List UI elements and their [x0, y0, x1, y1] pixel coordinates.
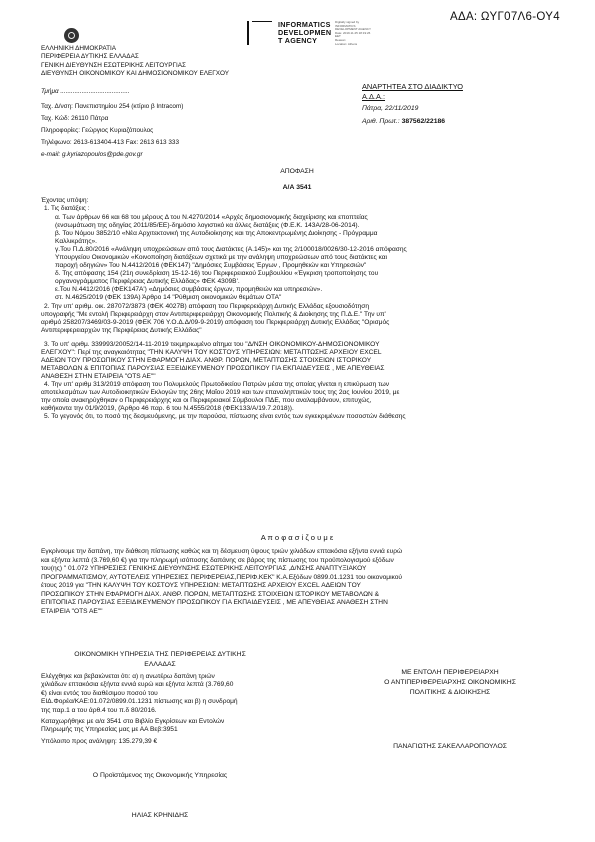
body-line: ΑΔΕΙΩΝ ΤΟΥ ΠΡΟΣΩΠΙΚΟΥ ΣΤΗΝ ΕΦΑΡΜΟΓΗ ΔΙΑΧ. ΑΝΘΡ. ΠΟΡΩΝ, ΜΕΤΑΠΤΩΣΗΣ ΣΤΟΙΧΕΙΩΝ ΙΣΤΟΡΙΚΟΥ — [41, 356, 372, 364]
body-line: την οποία ανακηρύχθηκαν ο Περιφερειάρχης και οι Περιφερειακοί Σύμβουλοι ΠΔΕ, που αναλαμβάνουν, επιτυχώς, — [41, 397, 372, 405]
agency-name-line: T AGENCY — [278, 36, 318, 46]
body-line: Καλλικράτης». — [55, 238, 97, 246]
body-line: γ.Του Π.Δ.80/2016 «Ανάληψη υποχρεώσεων από τους Διατάκτες (Α.145)» και της 2/100018/0026/30-12-2016 απόφασης — [55, 246, 407, 254]
body-line: αριθμό 258207/3469/03-9-2019 (ΦΕΚ 706 Υ.Ο.Δ.Δ/09-9-2019) απόφαση του Περιφερειάρχη Δυτικής Ελλάδας "Ορισμός — [41, 318, 390, 326]
contact-line: Ταχ. Δ/νση: Πανεπιστημίου 254 (κτίριο β Intracom) — [41, 103, 184, 110]
signature-line: Digitally signed by — [335, 20, 360, 24]
body-line: 3. Το υπ' αριθμ. 339993/20052/14-11-2019 τεκμηριωμένο αίτημα του "Δ/ΝΣΗ ΟΙΚΟΝΟΜΙΚΟΥ-ΔΗΜΟΣΙΟΝΟΜΙΚΟΥ — [44, 340, 380, 348]
greek-emblem-icon — [64, 28, 79, 43]
contact-line ital: e-mail: g.kyriazopoulos@pde.gov.gr — [41, 151, 143, 158]
body-line: 2. Την υπ' αριθμ. οικ. 287072/3873 (ΦΕΚ 4027Β) απόφαση του Περιφερειάρχη Δυτικής Ελλάδας εξουσιοδότηση — [44, 302, 370, 310]
certification-line: Καταχωρήθηκε με α/α 3541 στο Βιβλίο Εγκρίσεων και Εντολών — [41, 718, 225, 726]
decision-line: έτους 2019 για "ΤΗΝ ΚΑΛΥΨΗ ΤΟΥ ΚΟΣΤΟΥΣ ΥΠΗΡΕΣΙΩΝ: ΜΕΤΑΠΤΩΣΗΣ ΑΡΧΕΙΟΥ EXCEL ΑΔΕΙΩΝ ΤΟΥ — [41, 582, 361, 589]
contact-line: Τηλέφωνο: 2613-613404-413 Fax: 2613 613 333 — [41, 139, 180, 146]
certification-line: Ελέγχθηκε και βεβαιώνεται ότι: α) η ανωτέρω δαπάνη τριών — [41, 673, 215, 680]
item-1-heading: 1. Τις διατάξεις : — [44, 205, 90, 212]
financial-service-title — [50, 650, 270, 670]
body-line: 5. Το γεγονός ότι, το ποσό της δεσμευόμενης, με την παρούσα, πίστωσης είναι εντός των εγκεκριμένων ποσοστών διάθεσης — [44, 413, 406, 421]
body-line: (ενσωμάτωση της οδηγίας 2011/85/ΕΕ)-δημόσιο λογιστικό κα άλλες διατάξεις (Φ.Ε.Κ. 143Α/28-06-2014). — [55, 222, 360, 230]
signature-line: Location: Athens — [335, 41, 358, 46]
certification-line: της παρ.1 α του άρθ.4 του π.δ 80/2016. — [41, 706, 157, 714]
signatory-role-line: ΜΕ ΕΝΤΟΛΗ ΠΕΡΙΦΕΡΕΙΑΡΧΗ — [401, 669, 499, 676]
decision-number: Α/Α 3541 — [282, 184, 312, 191]
contact-line: Ταχ. Κώδ: 26110 Πάτρα — [41, 115, 109, 122]
decision-line: ΠΡΟΓΡΑΜΜΑΤΙΣΜΟΥ, ΑΥΤΟΤΕΛΕΙΣ ΥΠΗΡΕΣΙΕΣ ΠΕΡΙΦΕΡΕΙΑΣ,ΠΕΡΙΦ.ΚΕΚ" Κ.Α.Εξόδων 0899.01.1231 του οικονομικού — [41, 573, 403, 581]
decision-line: ΕΠΙΤΟΠΙΑΣ ΠΑΡΟΥΣΙΑΣ ΕΞΕΙΔΙΚΕΥΜΕΝΟΥ ΠΡΟΣΩΠΙΚΟΥ ΓΙΑ ΕΚΠΑΙΔΕΥΣΕΙΣ , ΜΕ ΑΠΕΥΘΕΙΑΣ ΑΝΑΘΕΣΗ ΣΤΗΝ — [41, 599, 388, 606]
contact-line: Πληροφορίες: Γεώργιος Κυριαζόπουλος — [41, 127, 154, 134]
body-line: στ. Ν.4625/2019 (ΦΕΚ 139Α) Άρθρο 14 "Ρύθμιση οικονομικών θεμάτων ΟΤΑ" — [55, 294, 282, 302]
agency-logo-frame — [252, 21, 272, 45]
decision-line: του(ης) " 01.072 ΥΠΗΡΕΣΙΕΣ ΓΕΝΙΚΗΣ ΔΙΕΥΘΥΝΣΗΣ ΕΣΩΤΕΡΙΚΗΣ ΛΕΙΤΟΥΡΓΙΑΣ ,Δ/ΝΣΗΣ ΑΝΑΠΤΥΞΙΑΚΟΥ — [41, 565, 367, 572]
body-line: δ. Της απόφασης 154 (21η συνεδρίαση 15-12-16) του Περιφερειακού Συμβουλίου «Έγκριση τροποποίησης του — [55, 270, 379, 278]
decision-line: ΠΡΟΣΩΠΙΚΟΥ ΣΤΗΝ ΕΦΑΡΜΟΓΗ ΔΙΑΧ. ΑΝΘΡ. ΠΟΡΩΝ, ΜΕΤΑΠΤΩΣΗΣ ΣΤΟΙΧΕΙΩΝ ΙΣΤΟΡΙΚΟΥ ΜΕΤΑΒΟΛΩΝ & — [41, 590, 380, 598]
header-line: ΠΕΡΙΦΕΡΕΙΑ ΔΥΤΙΚΗΣ ΕΛΛΑΔΑΣ — [41, 53, 139, 61]
certification-line: Πληρωμής της Υπηρεσίας μας με ΑΑ Βεβ:3951 — [41, 726, 178, 734]
body-line: β. Του Νόμου 3852/10 «Νέα Αρχιτεκτονική της Αυτοδιοίκησης και της Αποκεντρωμένης Διοίκησης - Πρόγραμμα — [55, 230, 378, 238]
signature-line: INFORMATICS — [335, 23, 356, 28]
body-line: παροχή οδηγιών» Του Ν.4412/2016 (ΦΕΚ147) "Δημόσιες Συμβάσεις Έργων , Προμηθειών και Υπηρεσιών" — [55, 262, 367, 270]
body-line: 4. Την υπ' αριθμ 313/2019 απόφαση του Πολυμελούς Πρωτοδικείου Πατρών μέσα της οποίας γίνεται η επικύρωση των — [44, 380, 390, 388]
header-line: ΕΛΛΗΝΙΚΗ ΔΗΜΟΚΡΑΤΙΑ — [41, 45, 117, 52]
ada-label: Α.Δ.Α.: — [362, 92, 386, 101]
body-line: Υπουργείου Οικονομικών «Κοινοποίηση διατάξεων σχετικά με την ανάληψη υποχρεώσεων από τους διατάκτες και — [55, 254, 387, 262]
protocol-label: Αριθ. Πρωτ.: — [362, 118, 402, 125]
contact-info — [41, 101, 183, 161]
financial-head-role: Ο Προϊστάμενος της Οικονομικής Υπηρεσίας — [92, 772, 228, 779]
body-line: ΑΝΑΘΕΣΗ ΣΤΗΝ ΕΤΑΙΡΕΙΑ "OTS AE"" — [41, 372, 156, 380]
issuer-header — [41, 45, 229, 79]
signature-line: DEVELOPMENT AGENCY — [335, 27, 371, 32]
ada-code: ΑΔΑ: ΩΥΓ07Λ6-ΟΥ4 — [450, 11, 560, 23]
decision-text — [41, 548, 555, 616]
document-date: Πάτρα, 22/11/2019 — [362, 105, 419, 112]
signatory-role-line: Ο ΑΝΤΙΠΕΡΙΦΕΡΕΙΑΡΧΗΣ ΟΙΚΟΝΟΜΙΚΗΣ — [384, 679, 516, 687]
body-line: καθήκοντα την 01/9/2019, (Άρθρο 46 παρ. 6 του Ν.4555/2018 (ΦΕΚ133/Α/19.7.2018)). — [41, 405, 294, 413]
agency-name — [278, 21, 331, 46]
body-line: υπογραφής "Με εντολή Περιφερειάρχη στον Αντιπεριφερειάρχη Οικονομικής Πολιτικής & Διοίκησης της Π.Δ.Ε." Την υπ' — [41, 310, 386, 318]
posting-notice: ΑΝΑΡΤΗΤΕΑ ΣΤΟ ΔΙΑΔΙΚΤΥΟ — [362, 82, 463, 91]
decision-heading: Α π ο φ α σ ί ζ ο υ μ ε — [260, 533, 334, 542]
document-title: ΑΠΟΦΑΣΗ — [280, 168, 314, 175]
decision-line: Εγκρίνουμε την δαπάνη, την διάθεση πίστωσης καθώς και τη δέσμευση ύψους τριών χιλιάδων επτακόσια εξήντα εννιά ευρώ — [41, 548, 403, 555]
signature-line: EET — [335, 34, 341, 39]
signatory-role-line: ΠΟΛΙΤΙΚΗΣ & ΔΙΟΙΚΗΣΗΣ — [409, 689, 491, 697]
header-line: ΔΙΕΥΘΥΝΣΗ ΟΙΚΟΝΟΜΙΚΟΥ ΚΑΙ ΔΗΜΟΣΙΟΝΟΜΙΚΟΥ ΕΛΕΓΧΟΥ — [41, 70, 230, 78]
intro-text: Έχοντας υπόψη: — [41, 197, 89, 204]
body-line: ε.Του Ν.4412/2016 (ΦΕΚ147Α') «Δημόσιες συμβάσεις έργων, προμηθειών και υπηρεσιών». — [55, 286, 323, 294]
financial-service-line: ΕΛΛΑΔΑΣ — [144, 661, 176, 668]
body-line: αποτελεσμάτων των Αυτοδιοικητικών Εκλογών της 26ης Μαΐου 2019 και των επαναληπτικών τους της 2ας Ιουνίου 2019, με — [41, 388, 400, 396]
body-line: ΜΕΤΑΒΟΛΩΝ & ΕΠΙΤΟΠΙΑΣ ΠΑΡΟΥΣΙΑΣ ΕΞΕΙΔΙΚΕΥΜΕΝΟΥ ΠΡΟΣΩΠΙΚΟΥ ΓΙΑ ΕΚΠΑΙΔΕΥΣΕΙΣ , ΜΕ ΑΠΕΥΘΕΙΑΣ — [41, 364, 385, 372]
body-line: οργανογράμματος Περιφέρειας Δυτικής Ελλάδας» ΦΕΚ 4309Β'. — [55, 278, 240, 286]
body-line: ΕΛΕΓΧΟΥ": Περί της αναγκαιότητας "ΤΗΝ ΚΑΛΥΨΗ ΤΟΥ ΚΟΣΤΟΥΣ ΥΠΗΡΕΣΙΩΝ: ΜΕΤΑΠΤΩΣΗΣ ΑΡΧΕΙΟΥ EXCEL — [41, 348, 382, 356]
certification-line: €) είναι εντός του διαθέσιμου ποσού του — [41, 689, 158, 697]
agency-name-line: INFORMATICS — [278, 20, 331, 29]
financial-service-line: ΟΙΚΟΝΟΜΙΚΗ ΥΠΗΡΕΣΙΑ ΤΗΣ ΠΕΡΙΦΕΡΕΙΑΣ ΔΥΤΙΚΗΣ — [74, 651, 246, 658]
decision-line: και εξήντα λεπτά (3.769,60 €) για την πληρωμή ισόποσης δαπάνης σε βάρος της πίστωσης του προϋπολογισμού εξόδων — [41, 556, 394, 564]
financial-head-name: ΗΛΙΑΣ ΚΡΗΝΙΔΗΣ — [131, 812, 189, 819]
agency-name-line: DEVELOPMEN — [278, 28, 332, 38]
signature-line: Reason: — [335, 37, 347, 42]
department-line: Τμήμα ....................................... — [41, 88, 130, 95]
agency-logo-icon — [247, 21, 249, 45]
header-line: ΓΕΝΙΚΗ ΔΙΕΥΘΥΝΣΗ ΕΣΩΤΕΡΙΚΗΣ ΛΕΙΤΟΥΡΓΙΑΣ — [41, 61, 187, 69]
remaining-balance: Υπόλοιπο προς ανάληψη: 135.279,39 € — [41, 737, 158, 745]
signature-line: Date: 2019.11.25 18:19:26 — [335, 30, 371, 35]
body-line: Αντιπεριφερειαρχών της Περιφέρειας Δυτικής Ελλάδας" — [41, 326, 202, 334]
protocol-number — [362, 118, 445, 126]
certification-line: χιλιάδων επτακόσια εξήντα εννιά ευρώ και εξήντα λεπτά (3.769,60 — [41, 681, 234, 689]
considerations-list — [41, 214, 555, 421]
decision-line: ΕΤΑΙΡΕΙΑ "OTS AE"" — [41, 607, 103, 615]
protocol-value: 387562/22186 — [401, 118, 446, 125]
body-line: α. Των άρθρων 66 και 68 του μέρους Δ του Ν.4270/2014 «Αρχές δημοσιονομικής διαχείρισης και εποπτείας — [55, 214, 368, 221]
signatory-role — [340, 668, 560, 699]
signatory-name: ΠΑΝΑΓΙΩΤΗΣ ΣΑΚΕΛΛΑΡΟΠΟΥΛΟΣ — [393, 743, 507, 750]
financial-certification — [41, 673, 238, 746]
certification-line: ΕΙΔ.Φορέα/ΚΑΕ:01.072/0899.01.1231 πίστωσης και β) η συνδρομή — [41, 698, 238, 706]
digital-signature-details — [335, 21, 371, 46]
